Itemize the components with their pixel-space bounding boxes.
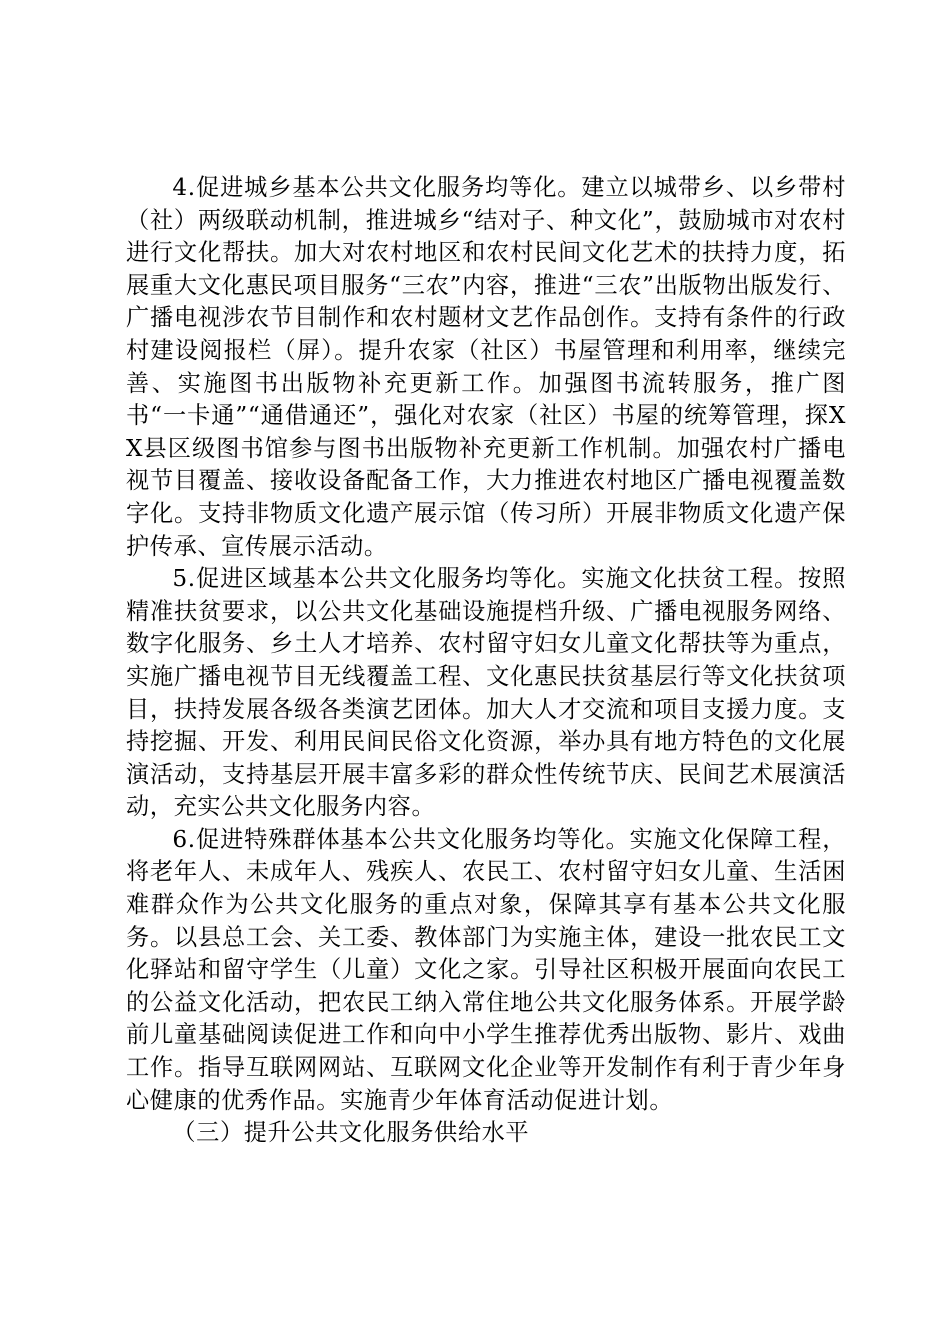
document-body — [126, 172, 846, 1150]
paragraph-item-5: 5.促进区域基本公共文化服务均等化。实施文化扶贫工程。按照精准扶贫要求，以公共文化基础设施提档升级、广播电视服务网络、数字化服务、乡土人才培养、农村留守妇女儿童文化帮扶等为重点，实施广播电视节目无线覆盖工程、文化惠民扶贫基层行等文化扶贫项目，扶持发展各级各类演艺团体。加大人才交流和项目支援力度。支持挖掘、开发、利用民间民俗文化资源，举办具有地方特色的文化展演活动，支持基层开展丰富多彩的群众性传统节庆、民间艺术展演活动，充实公共文化服务内容。 — [126, 565, 846, 821]
paragraph-item-4: 4.促进城乡基本公共文化服务均等化。建立以城带乡、以乡带村（社）两级联动机制，推进城乡“结对子、种文化”，鼓励城市对农村进行文化帮扶。加大对农村地区和农村民间文化艺术的扶持力度，拓展重大文化惠民项目服务“三农”内容，推进“三农”出版物出版发行、广播电视涉农节目制作和农村题材文艺作品创作。支持有条件的行政村建设阅报栏（屏）。提升农家（社区）书屋管理和利用率，继续完善、实施图书出版物补充更新工作。加强图书流转服务，推广图书“一卡通”“通借通还”，强化对农家（社区）书屋的统筹管理，探XX县区级图书馆参与图书出版物补充更新工作机制。加强农村广播电视节目覆盖、接收设备配备工作，大力推进农村地区广播电视覆盖数字化。支持非物质文化遗产展示馆（传习所）开展非物质文化遗产保护传承、宣传展示活动。 — [126, 174, 846, 560]
section-heading: （三）提升公共文化服务供给水平 — [172, 1119, 530, 1147]
paragraph-item-6: 6.促进特殊群体基本公共文化服务均等化。实施文化保障工程，将老年人、未成年人、残疾人、农民工、农村留守妇女儿童、生活困难群众作为公共文化服务的重点对象，保障其享有基本公共文化服务。以县总工会、关工委、教体部门为实施主体，建设一批农民工文化驿站和留守学生（儿童）文化之家。引导社区积极开展面向农民工的公益文化活动，把农民工纳入常住地公共文化服务体系。开展学龄前儿童基础阅读促进工作和向中小学生推荐优秀出版物、影片、戏曲工作。指导互联网网站、互联网文化企业等开发制作有利于青少年身心健康的优秀作品。实施青少年体育活动促进计划。 — [126, 825, 846, 1114]
